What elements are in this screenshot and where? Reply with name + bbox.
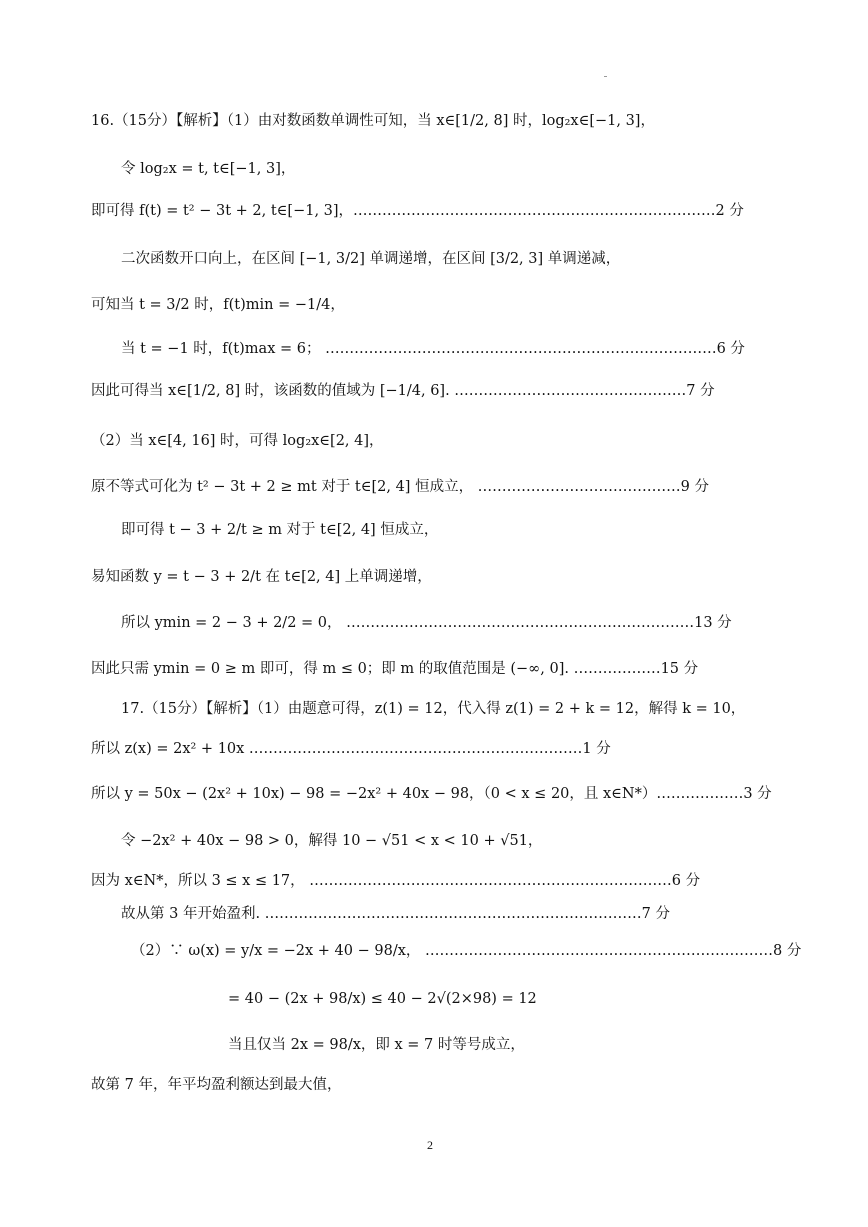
solution-line: 因此可得当 x∈[1/2, 8] 时，该函数的值域为 [−1/4, 6]. …………………………………………7 分 [91,383,715,399]
solution-line: 当且仅当 2x = 98/x，即 x = 7 时等号成立， [228,1037,525,1053]
solution-line: 即可得 t − 3 + 2/t ≥ m 对于 t∈[2, 4] 恒成立， [121,522,439,538]
solution-line: （2）当 x∈[4, 16] 时，可得 log₂x∈[2, 4]， [91,433,384,449]
solution-line: 所以 y = 50x − (2x² + 10x) − 98 = −2x² + 40x − 98，（0 < x ≤ 20，且 x∈N*）………………3 分 [91,786,772,802]
solution-line: （2）∵ ω(x) = y/x = −2x + 40 − 98/x， ………………………………………………………………8 分 [131,943,802,959]
solution-line: 故从第 3 年开始盈利. ……………………………………………………………………7 分 [121,906,670,922]
solution-line: 可知当 t = 3/2 时，f(t)min = −1/4， [91,297,345,313]
solution-line: 即可得 f(t) = t² − 3t + 2, t∈[−1, 3]，…………………………………………………………………2 分 [91,203,744,219]
page-number: 2 [427,1138,433,1152]
solution-line: 因为 x∈N*，所以 3 ≤ x ≤ 17， …………………………………………………………………6 分 [91,873,701,889]
solution-line: 令 −2x² + 40x − 98 > 0，解得 10 − √51 < x < 10 + √51， [121,833,543,849]
corner-mark [604,76,607,77]
solution-line: 二次函数开口向上，在区间 [−1, 3/2] 单调递增，在区间 [3/2, 3] 单调递减， [121,251,621,267]
solution-line: 故第 7 年，年平均盈利额达到最大值， [91,1077,342,1093]
solution-line: 16.（15分）【解析】（1）由对数函数单调性可知，当 x∈[1/2, 8] 时，log₂x∈[−1, 3]， [91,113,655,129]
solution-line: 17.（15分）【解析】（1）由题意可得，z(1) = 12，代入得 z(1) = 2 + k = 12，解得 k = 10， [121,701,746,717]
solution-line: 所以 ymin = 2 − 3 + 2/2 = 0， ………………………………………………………………13 分 [121,615,732,631]
solution-line: 易知函数 y = t − 3 + 2/t 在 t∈[2, 4] 上单调递增， [91,569,432,585]
solution-line: 原不等式可化为 t² − 3t + 2 ≥ mt 对于 t∈[2, 4] 恒成立， ……………………………………9 分 [91,479,710,495]
solution-line: 所以 z(x) = 2x² + 10x ……………………………………………………………1 分 [91,741,611,757]
solution-line: 令 log₂x = t, t∈[−1, 3]， [121,161,296,177]
solution-line: 当 t = −1 时，f(t)max = 6； ………………………………………………………………………6 分 [121,341,745,357]
solution-line: = 40 − (2x + 98/x) ≤ 40 − 2√(2×98) = 12 [228,991,537,1007]
solution-line: 因此只需 ymin = 0 ≥ m 即可，得 m ≤ 0；即 m 的取值范围是 (−∞, 0]. ………………15 分 [91,661,699,677]
